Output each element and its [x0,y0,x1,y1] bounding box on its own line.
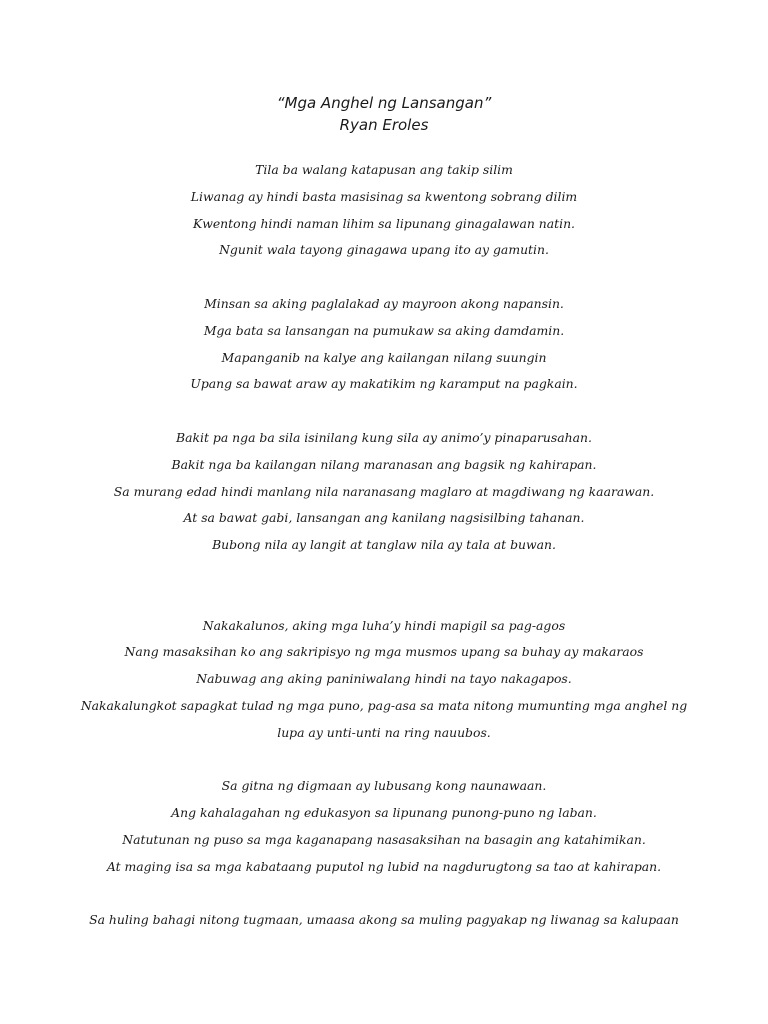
poem-line: Mga bata sa lansangan na pumukaw sa aking damdamin. [203,322,565,338]
poem-line: Bakit nga ba kailangan nilang maranasan ang bagsik ng kahirapan. [171,456,597,472]
poem-line: Nang masaksihan ko ang sakripisyo ng mga musmos upang sa buhay ay makaraos [124,644,644,660]
poem-line: At sa bawat gabi, lansangan ang kanilang nagsisilbing tahanan. [183,510,585,526]
stanza-2 [60,291,708,398]
poem-line: Mapanganib na kalye ang kailangan nilang suungin [221,349,547,365]
poem-line: Kwentong hindi naman lihim sa lipunang ginagalawan natin. [192,215,575,231]
stanza-3 [60,425,708,559]
poem-line: Bakit pa nga ba sila isinilang kung sila ay animo’y pinaparusahan. [176,429,592,445]
poem-line: Minsan sa aking paglalakad ay mayroon akong napansin. [204,295,564,311]
poem-line: Nakakalungkot sapagkat tulad ng mga puno, pag-asa sa mata nitong mumunting mga anghel ng [80,697,688,713]
poem-line: At maging isa sa mga kabataang puputol ng lubid na nagdurugtong sa tao at kahirapan. [106,858,662,874]
stanza-4 [60,613,708,747]
poem-title: “Mga Anghel ng Lansangan” [276,94,492,112]
poem-line: Liwanag ay hindi basta masisinag sa kwentong sobrang dilim [190,188,578,204]
stanza-6 [60,907,708,934]
poem-line: Ngunit wala tayong ginagawa upang ito ay gamutin. [219,242,549,258]
poem-author: Ryan Eroles [339,116,429,134]
poem-line: Nabuwag ang aking paniniwalang hindi na tayo nakagapos. [196,671,572,687]
poem-line: Natutunan ng puso sa mga kaganapang nasasaksihan na basagin ang katahimikan. [122,831,646,847]
poem-line: Ang kahalagahan ng edukasyon sa lipunang punong-puno ng laban. [171,805,597,821]
stanza-1 [60,157,708,264]
poem-line: Tila ba walang katapusan ang takip silim [255,162,513,177]
poem-line: Sa murang edad hindi manlang nila naranasang maglaro at magdiwang ng kaarawan. [113,483,655,499]
poem-line: Nakakalunos, aking mga luha’y hindi mapigil sa pag-agos [202,617,566,633]
poem-line: Sa gitna ng digmaan ay lubusang kong naunawaan. [221,778,547,794]
poem-line: Upang sa bawat araw ay makatikim ng karamput na pagkain. [190,376,578,392]
poem-header [0,92,768,136]
poem-body [60,157,708,934]
stanza-5 [60,773,708,880]
poem-line: lupa ay unti-unti na ring nauubos. [277,724,491,740]
poem-line: Sa huling bahagi nitong tugmaan, umaasa akong sa muling pagyakap ng liwanag sa kalupaan [89,912,679,928]
poem-line: Bubong nila ay langit at tanglaw nila ay tala at buwan. [212,537,556,553]
